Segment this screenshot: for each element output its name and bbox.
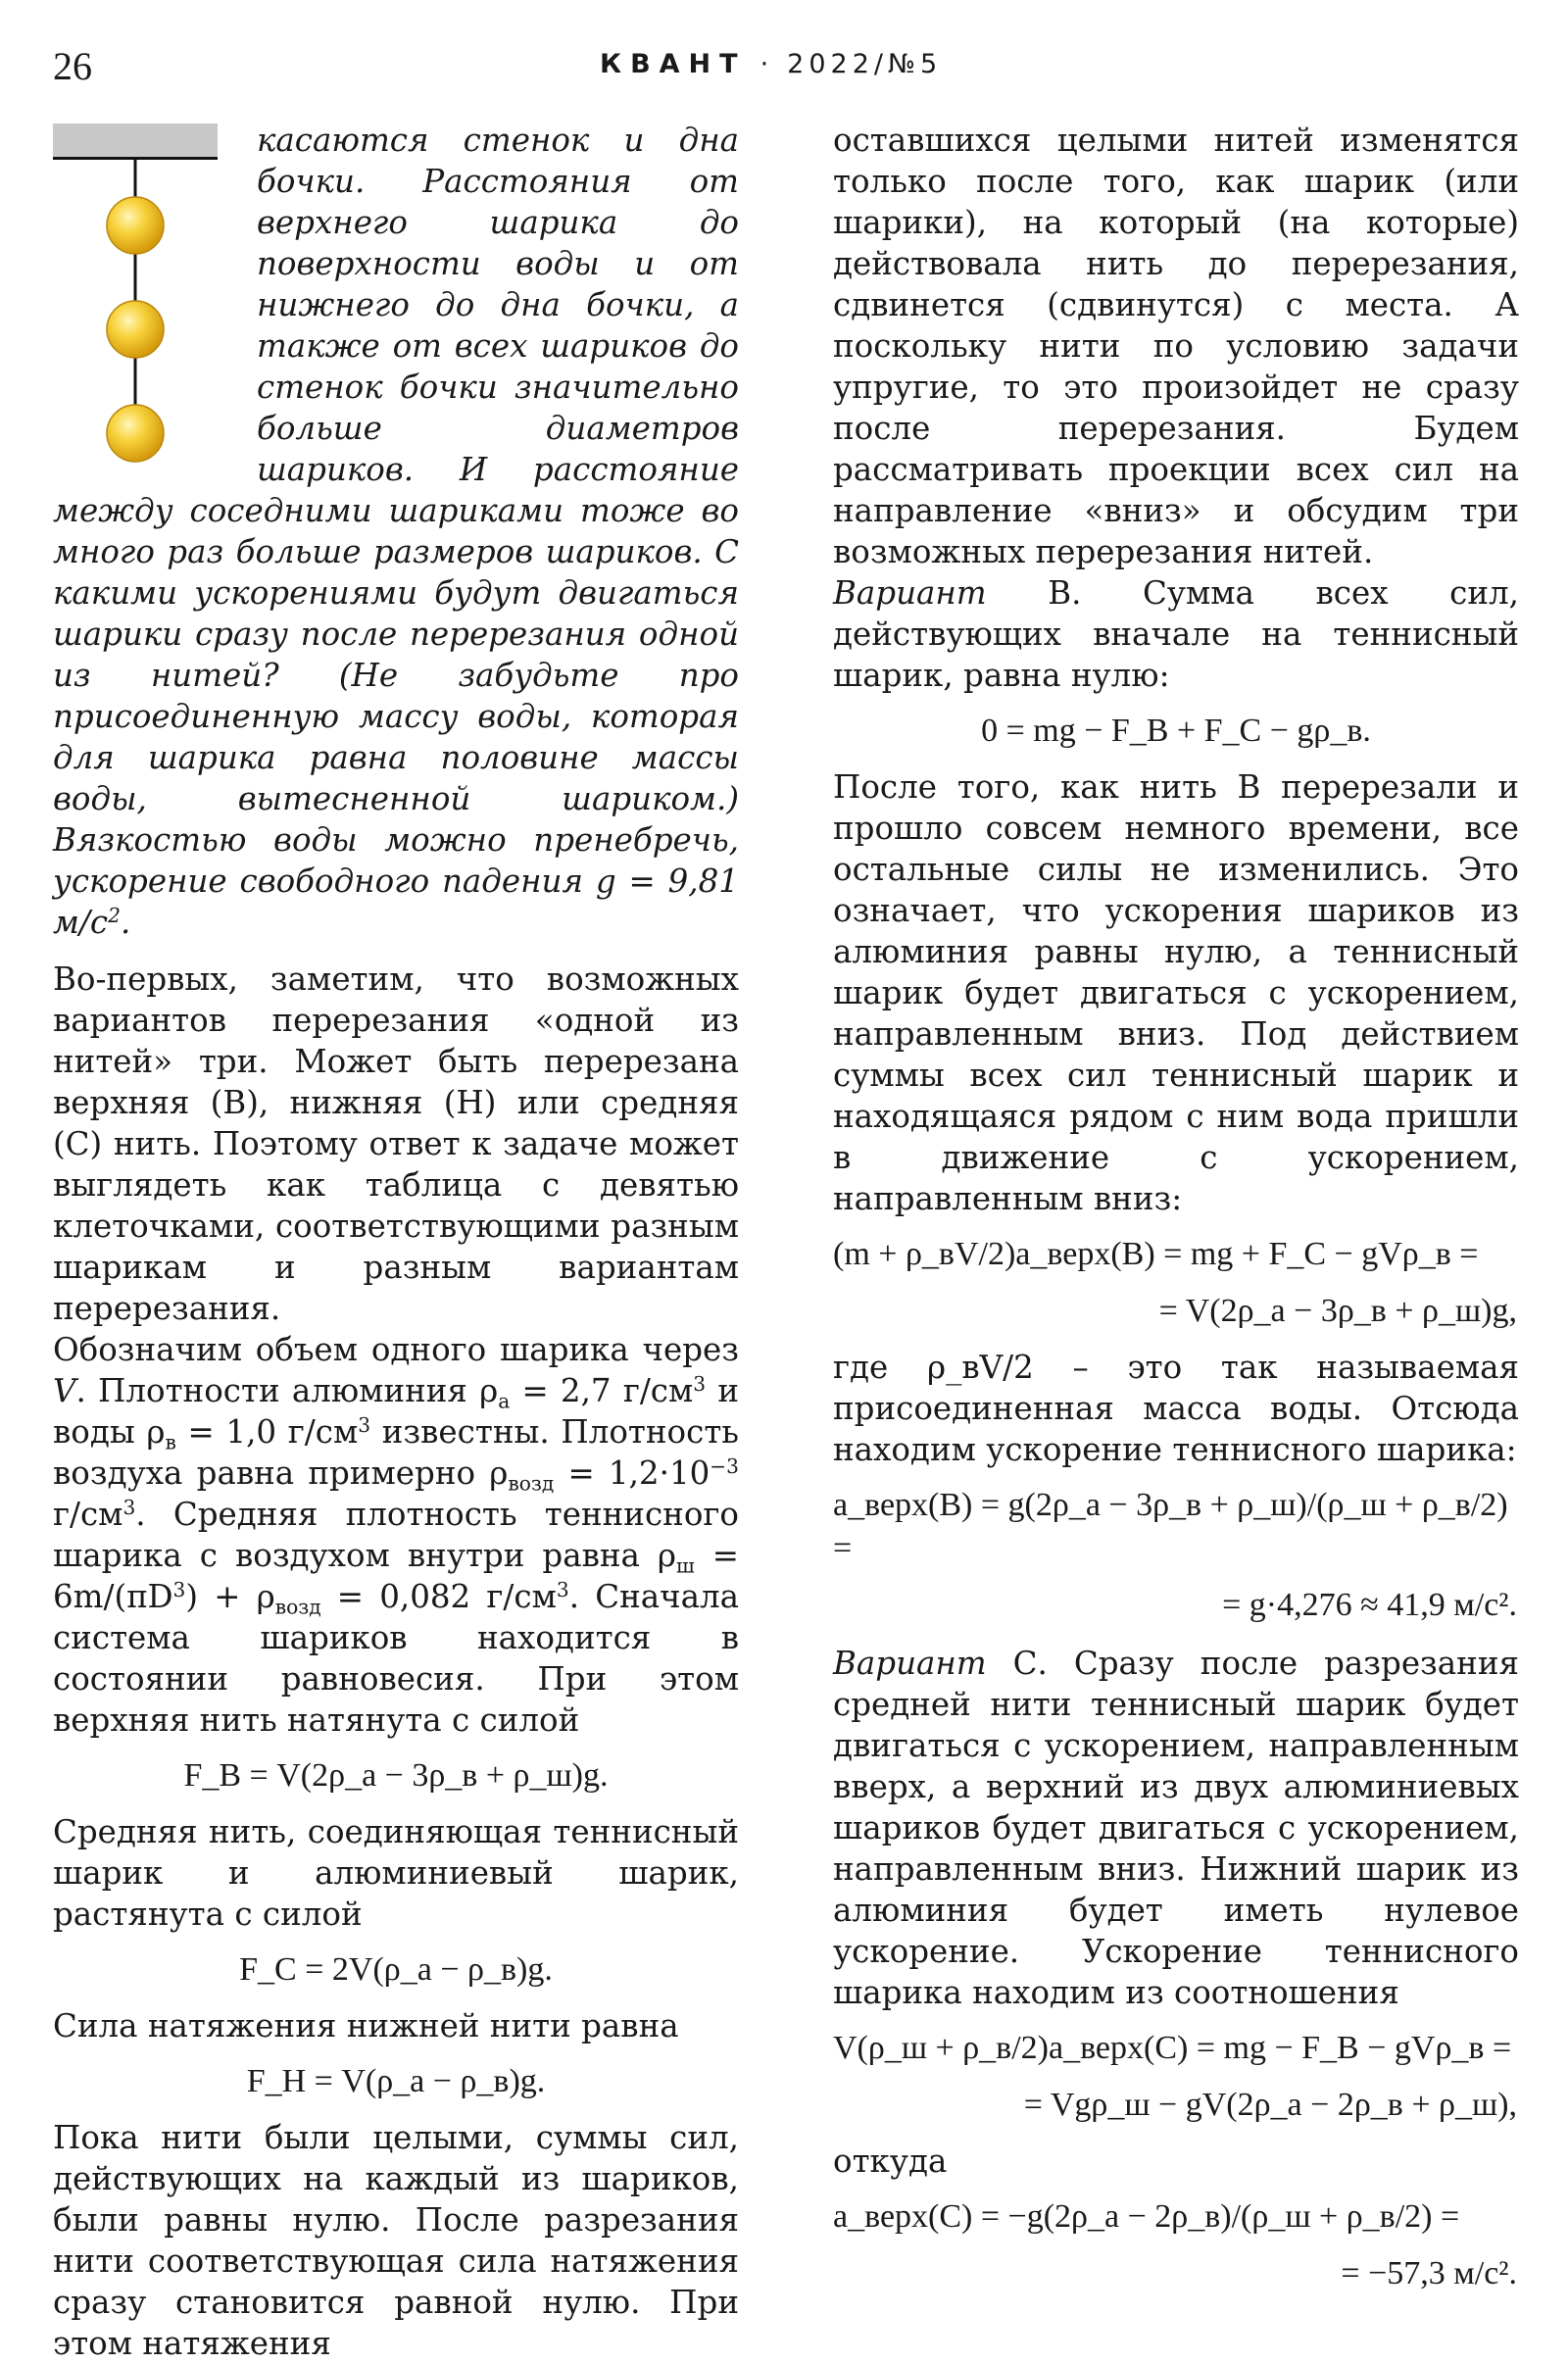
paragraph-lower-string: Сила натяжения нижней нити равна [53,2007,679,2044]
formula-accel-b-line1: a_верх(В) = g(2ρ_а − 3ρ_в + ρ_ш)/(ρ_ш + ρ_в/2) = [833,1487,1508,1566]
ball-bottom [107,405,164,462]
formula-upper-tension: F_В = V(2ρ_а − 3ρ_в + ρ_ш)g. [183,1757,609,1794]
paragraph-added-mass: где ρ_вV/2 – это так называемая присоединенная масса воды. Отсюда находим ускорение теннисного шарика: [833,1349,1519,1468]
issue-number: 2022/№5 [787,49,943,79]
header-separator: · [760,49,774,79]
formula-accel-b-line2: = g·4,276 ≈ 41,9 м/с². [1222,1587,1517,1623]
page-number: 26 [53,44,92,88]
paragraph-variant-c: Вариант С. Сразу после разрезания средней нити теннисный шарик будет двигаться с ускорением, направленным вверх, а верхний из двух алюминиевых шариков будет двигаться с ускорением, направленным вниз. Нижний шарик из алюминия будет иметь нулевое ускорение. Ускорение теннисного шарика находим из соотношения [833,1645,1519,2011]
formula-equilibrium: 0 = mg − F_В + F_С − gρ_в. [981,713,1371,749]
paragraph-middle-string: Средняя нить, соединяющая теннисный шарик и алюминиевый шарик, растянута с силой [53,1813,739,1933]
formula-motion-c-line2: = Vgρ_ш − gV(2ρ_а − 2ρ_в + ρ_ш), [1023,2087,1517,2123]
problem-statement: касаются стенок и дна бочки. Расстояния от верхнего шарика до поверхности воды и от нижнего до дна бочки, а также от всех шариков до стенок бочки значительно больше диаметров шариков. И расстояние между соседними шариками тоже во много раз больше размеров шариков. С какими ускорениями будут двигаться шарики сразу после перерезания одной из нитей? (Не забудьте про присоединенную массу воды, которая для шарика равна половине массы воды, вытесненной шариком.) Вязкостью воды можно пренебречь, ускорение свободного падения g = 9,81 $м/с^2$. [53,122,739,941]
right-column [833,120,1519,2309]
formula-lower-tension: F_Н = V(ρ_а − ρ_в)g. [246,2063,546,2099]
running-head [600,49,942,79]
paragraph-variants: Во-первых, заметим, что возможных вариантов перерезания «одной из нитей» три. Может быть перерезана верхняя (В), нижняя (Н) или средняя (С) нить. Поэтому ответ к задаче может выглядеть как таблица с девятью клеточками, соответствующими разным шарикам и разным вариантам перерезания. [53,960,739,1327]
formula-middle-tension: F_С = 2V(ρ_а − ρ_в)g. [239,1951,553,1988]
balls-illustration [53,120,233,472]
paragraph-densities: Обозначим объем одного шарика через V. Плотности алюминия $\rho_а = 2,7$ $г/см^3$ и воды $\rho_в = 1,0$ $г/см^3$ известны. Плотность воздуха равна примерно $\rho_{возд} = 1,2\cdot 10^{-3}$ $г/см^3$. Средняя плотность теннисного шарика с воздухом внутри равна $\rho_ш = 6m/(\pi D^3) + \rho_{возд} = 0,082$ $г/см^3$. Сначала система шариков находится в состоянии равновесия. При этом верхняя нить натянута с силой [53,1331,740,1739]
page-header [0,43,1568,92]
paragraph-variant-b: Вариант В. Сумма всех сил, действующих вначале на теннисный шарик, равна нулю: [833,574,1519,694]
formula-accel-c-line2: = −57,3 м/с². [1341,2255,1517,2291]
ball-middle [107,301,164,358]
formula-motion-b-line2: = V(2ρ_а − 3ρ_в + ρ_ш)g, [1158,1293,1517,1329]
left-column [53,120,739,2364]
paragraph-after-cut: После того, как нить В перерезали и прошло совсем немного времени, все остальные силы не изменились. Это означает, что ускорения шариков из алюминия равны нулю, а теннисный шарик будет двигаться с ускорением, направленным вниз. Под действием суммы всех сил теннисный шарик и находящаяся рядом с ним вода пришли в движение с ускорением, направленным вниз: [833,768,1519,1217]
ball-top [107,197,164,254]
balls-on-string-figure [53,120,233,472]
journal-title: КВАНТ [600,49,747,79]
paragraph-forces-zero: Пока нити были целыми, суммы сил, действующих на каждый из шариков, были равны нулю. После разрезания нити соответствующая сила натяжения сразу становится равной нулю. При этом натяжения [53,2119,739,2362]
formula-accel-c-line1: a_верх(С) = −g(2ρ_а − 2ρ_в)/(ρ_ш + ρ_в/2) = [833,2198,1460,2235]
paragraph-whence: откуда [833,2142,948,2180]
paragraph-continuation: оставшихся целыми нитей изменятся только после того, как шарик (или шарики), на который (на которые) действовала нить до перерезания, сдвинется (сдвинутся) с места. А поскольку нити по условию задачи упругие, то это произойдет не сразу после перерезания. Будем рассматривать проекции всех сил на направление «вниз» и обсудим три возможных перерезания нитей. [833,122,1519,570]
formula-motion-c-line1: V(ρ_ш + ρ_в/2)a_верх(С) = mg − F_В − gVρ_в = [833,2030,1512,2066]
formula-motion-b-line1: (m + ρ_вV/2)a_верх(В) = mg + F_С − gVρ_в = [833,1236,1479,1272]
